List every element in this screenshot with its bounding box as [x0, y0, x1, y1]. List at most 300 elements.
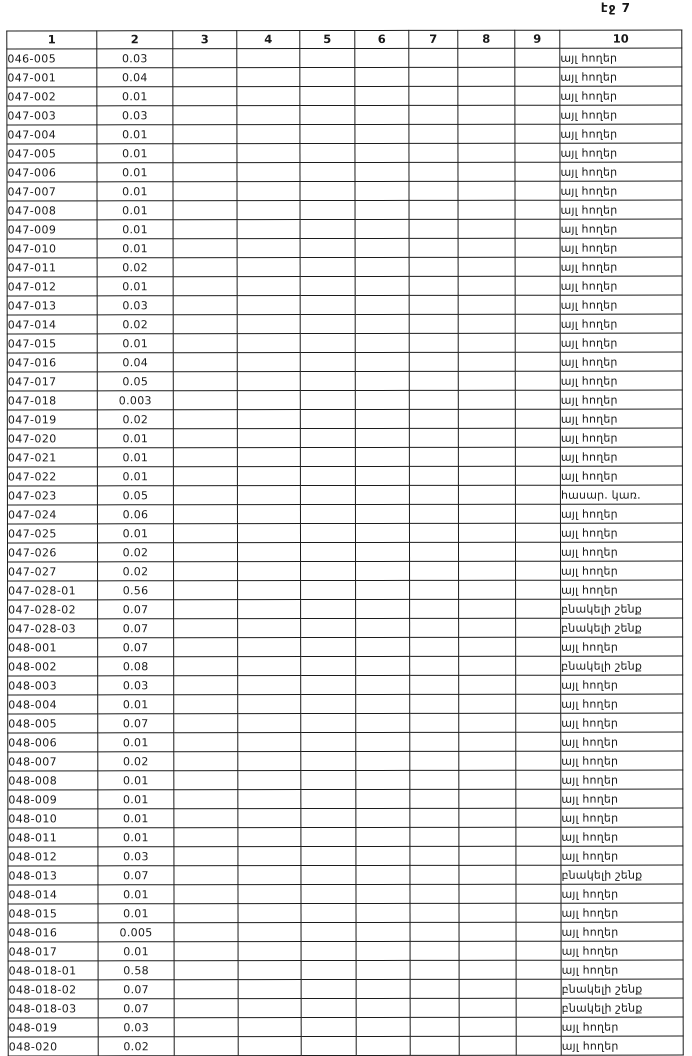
parcel-code-cell: 048-020: [8, 1037, 98, 1056]
area-value-cell: 0.01: [98, 790, 174, 809]
parcel-code-cell: 048-011: [8, 828, 98, 847]
empty-cell: [516, 580, 561, 599]
area-value-cell: 0.03: [98, 1018, 174, 1037]
parcel-code-cell: 047-017: [7, 372, 97, 391]
empty-cell: [409, 67, 458, 86]
empty-cell: [515, 504, 560, 523]
empty-cell: [300, 333, 355, 352]
table-row: [8, 751, 683, 771]
empty-cell: [238, 1037, 301, 1056]
land-use-cell: բնակելի շենք: [561, 979, 683, 998]
empty-cell: [356, 998, 410, 1017]
empty-cell: [458, 295, 515, 314]
empty-cell: [516, 1036, 561, 1055]
empty-cell: [515, 200, 560, 219]
area-value-cell: 0.58: [98, 961, 174, 980]
empty-cell: [173, 410, 237, 429]
land-use-cell: այլ հողեր: [561, 580, 683, 599]
empty-cell: [356, 751, 410, 770]
empty-cell: [355, 314, 409, 333]
area-value-cell: 0.01: [98, 885, 174, 904]
empty-cell: [237, 410, 300, 429]
empty-cell: [409, 295, 458, 314]
empty-cell: [458, 447, 515, 466]
table-row: [7, 523, 682, 543]
area-value-cell: 0.01: [97, 277, 173, 296]
land-use-cell: այլ հողեր: [560, 523, 682, 542]
parcel-code-cell: 047-001: [7, 68, 97, 87]
empty-cell: [237, 201, 300, 220]
empty-cell: [301, 941, 356, 960]
parcel-code-cell: 047-003: [7, 106, 97, 125]
empty-cell: [459, 922, 516, 941]
table-row: [8, 827, 683, 847]
empty-cell: [459, 808, 516, 827]
empty-cell: [300, 124, 355, 143]
empty-cell: [459, 637, 516, 656]
empty-cell: [174, 1018, 238, 1037]
empty-cell: [410, 1017, 459, 1036]
empty-cell: [459, 599, 516, 618]
empty-cell: [409, 542, 458, 561]
area-value-cell: 0.02: [97, 315, 173, 334]
empty-cell: [301, 561, 356, 580]
empty-cell: [410, 599, 459, 618]
land-use-cell: այլ հողեր: [561, 713, 683, 732]
parcel-code-cell: 048-017: [8, 942, 98, 961]
empty-cell: [174, 581, 238, 600]
empty-cell: [301, 694, 356, 713]
empty-cell: [515, 276, 560, 295]
land-use-cell: այլ հողեր: [560, 466, 682, 485]
empty-cell: [515, 485, 560, 504]
empty-cell: [238, 961, 301, 980]
empty-cell: [458, 181, 515, 200]
empty-cell: [356, 827, 410, 846]
parcel-code-cell: 048-008: [8, 771, 98, 790]
area-value-cell: 0.01: [97, 429, 173, 448]
table-row: [8, 808, 683, 828]
parcel-code-cell: 048-005: [8, 714, 98, 733]
area-value-cell: 0.02: [97, 258, 173, 277]
empty-cell: [238, 733, 301, 752]
empty-cell: [458, 238, 515, 257]
empty-cell: [409, 86, 458, 105]
empty-cell: [355, 219, 409, 238]
area-value-cell: 0.01: [98, 809, 174, 828]
empty-cell: [515, 371, 560, 390]
empty-cell: [409, 48, 458, 67]
parcel-code-cell: 047-028-01: [8, 581, 98, 600]
empty-cell: [174, 828, 238, 847]
area-value-cell: 0.08: [98, 657, 174, 676]
empty-cell: [409, 409, 458, 428]
empty-cell: [238, 619, 301, 638]
land-use-cell: այլ հողեր: [560, 238, 682, 257]
empty-cell: [410, 675, 459, 694]
table-row: [8, 846, 683, 866]
empty-cell: [355, 466, 409, 485]
empty-cell: [300, 200, 355, 219]
empty-cell: [516, 770, 561, 789]
column-header: 10: [560, 30, 682, 48]
empty-cell: [356, 580, 410, 599]
area-value-cell: 0.01: [97, 334, 173, 353]
empty-cell: [409, 447, 458, 466]
empty-cell: [459, 656, 516, 675]
empty-cell: [515, 67, 560, 86]
area-value-cell: 0.01: [98, 828, 174, 847]
empty-cell: [237, 391, 300, 410]
empty-cell: [515, 143, 560, 162]
empty-cell: [355, 390, 409, 409]
land-parcel-table: [6, 30, 683, 1056]
parcel-code-cell: 046-005: [7, 49, 97, 68]
land-use-cell: այլ հողեր: [560, 143, 682, 162]
empty-cell: [300, 371, 355, 390]
land-use-cell: այլ հողեր: [561, 637, 683, 656]
empty-cell: [515, 105, 560, 124]
area-value-cell: 0.02: [98, 752, 174, 771]
land-use-cell: բնակելի շենք: [561, 618, 683, 637]
empty-cell: [173, 144, 237, 163]
empty-cell: [410, 618, 459, 637]
empty-cell: [515, 314, 560, 333]
empty-cell: [300, 105, 355, 124]
column-header: 1: [7, 31, 97, 49]
empty-cell: [173, 543, 237, 562]
parcel-code-cell: 047-002: [7, 87, 97, 106]
area-value-cell: 0.04: [97, 353, 173, 372]
empty-cell: [355, 181, 409, 200]
empty-cell: [459, 827, 516, 846]
area-value-cell: 0.01: [98, 942, 174, 961]
area-value-cell: 0.01: [97, 239, 173, 258]
empty-cell: [458, 105, 515, 124]
empty-cell: [237, 315, 300, 334]
empty-cell: [238, 714, 301, 733]
area-value-cell: 0.01: [97, 448, 173, 467]
table-row: [7, 67, 682, 87]
empty-cell: [356, 694, 410, 713]
empty-cell: [355, 162, 409, 181]
empty-cell: [237, 486, 300, 505]
table-row: [8, 694, 683, 714]
table-row: [8, 675, 683, 695]
empty-cell: [458, 86, 515, 105]
empty-cell: [174, 752, 238, 771]
empty-cell: [458, 390, 515, 409]
empty-cell: [173, 448, 237, 467]
empty-cell: [459, 846, 516, 865]
empty-cell: [355, 352, 409, 371]
table-row: [7, 143, 682, 163]
empty-cell: [301, 732, 356, 751]
empty-cell: [515, 162, 560, 181]
empty-cell: [515, 428, 560, 447]
area-value-cell: 0.07: [98, 980, 174, 999]
parcel-code-cell: 048-018-01: [8, 961, 98, 980]
empty-cell: [516, 808, 561, 827]
empty-cell: [459, 561, 516, 580]
empty-cell: [238, 752, 301, 771]
empty-cell: [173, 334, 237, 353]
empty-cell: [515, 409, 560, 428]
land-use-cell: այլ հողեր: [561, 960, 683, 979]
land-use-cell: այլ հողեր: [561, 770, 683, 789]
table-row: [7, 447, 682, 467]
empty-cell: [301, 618, 356, 637]
empty-cell: [301, 960, 356, 979]
empty-cell: [410, 637, 459, 656]
empty-cell: [356, 884, 410, 903]
empty-cell: [458, 371, 515, 390]
empty-cell: [173, 505, 237, 524]
empty-cell: [409, 485, 458, 504]
empty-cell: [173, 315, 237, 334]
empty-cell: [515, 523, 560, 542]
empty-cell: [458, 67, 515, 86]
parcel-code-cell: 048-019: [8, 1018, 98, 1037]
land-use-cell: այլ հողեր: [561, 808, 683, 827]
column-header: 5: [300, 30, 355, 48]
empty-cell: [237, 524, 300, 543]
land-use-cell: այլ հողեր: [561, 561, 683, 580]
land-use-cell: այլ հողեր: [560, 124, 682, 143]
empty-cell: [174, 771, 238, 790]
empty-cell: [410, 903, 459, 922]
empty-cell: [237, 277, 300, 296]
empty-cell: [516, 618, 561, 637]
parcel-code-cell: 047-026: [7, 543, 97, 562]
area-value-cell: 0.01: [97, 125, 173, 144]
empty-cell: [174, 866, 238, 885]
empty-cell: [458, 523, 515, 542]
empty-cell: [300, 504, 355, 523]
empty-cell: [174, 942, 238, 961]
empty-cell: [410, 846, 459, 865]
empty-cell: [301, 789, 356, 808]
empty-cell: [515, 390, 560, 409]
empty-cell: [237, 182, 300, 201]
area-value-cell: 0.03: [98, 676, 174, 695]
empty-cell: [301, 865, 356, 884]
area-value-cell: 0.03: [97, 49, 173, 68]
empty-cell: [515, 447, 560, 466]
empty-cell: [516, 960, 561, 979]
table-row: [7, 219, 682, 239]
empty-cell: [300, 48, 355, 67]
area-value-cell: 0.05: [97, 372, 173, 391]
table-row: [8, 770, 683, 790]
table-row: [8, 618, 683, 638]
empty-cell: [238, 695, 301, 714]
empty-cell: [174, 847, 238, 866]
empty-cell: [459, 998, 516, 1017]
land-use-cell: այլ հողեր: [561, 903, 683, 922]
empty-cell: [355, 67, 409, 86]
empty-cell: [355, 428, 409, 447]
empty-cell: [355, 143, 409, 162]
empty-cell: [458, 333, 515, 352]
empty-cell: [458, 124, 515, 143]
empty-cell: [516, 675, 561, 694]
empty-cell: [238, 923, 301, 942]
empty-cell: [515, 333, 560, 352]
empty-cell: [237, 68, 300, 87]
empty-cell: [301, 580, 356, 599]
area-value-cell: 0.01: [97, 182, 173, 201]
empty-cell: [409, 390, 458, 409]
empty-cell: [516, 599, 561, 618]
parcel-code-cell: 047-013: [7, 296, 97, 315]
empty-cell: [173, 182, 237, 201]
empty-cell: [300, 295, 355, 314]
empty-cell: [173, 258, 237, 277]
empty-cell: [300, 181, 355, 200]
empty-cell: [410, 808, 459, 827]
empty-cell: [355, 257, 409, 276]
parcel-code-cell: 048-001: [8, 638, 98, 657]
empty-cell: [238, 771, 301, 790]
empty-cell: [356, 675, 410, 694]
area-value-cell: 0.07: [98, 866, 174, 885]
table-row: [7, 466, 682, 486]
empty-cell: [301, 675, 356, 694]
empty-cell: [516, 998, 561, 1017]
empty-cell: [301, 979, 356, 998]
area-value-cell: 0.01: [97, 467, 173, 486]
empty-cell: [301, 884, 356, 903]
table-row: [8, 979, 683, 999]
land-use-cell: այլ հողեր: [560, 200, 682, 219]
table-row: [7, 371, 682, 391]
empty-cell: [515, 86, 560, 105]
table-row: [7, 428, 682, 448]
empty-cell: [515, 219, 560, 238]
empty-cell: [356, 941, 410, 960]
parcel-code-cell: 047-025: [7, 524, 97, 543]
table-row: [8, 903, 683, 923]
parcel-code-cell: 048-002: [8, 657, 98, 676]
area-value-cell: 0.01: [98, 904, 174, 923]
area-value-cell: 0.07: [98, 600, 174, 619]
area-value-cell: 0.02: [97, 410, 173, 429]
empty-cell: [301, 827, 356, 846]
empty-cell: [459, 979, 516, 998]
parcel-code-cell: 047-014: [7, 315, 97, 334]
empty-cell: [301, 751, 356, 770]
empty-cell: [459, 789, 516, 808]
parcel-code-cell: 047-027: [8, 562, 98, 581]
area-value-cell: 0.56: [98, 581, 174, 600]
parcel-code-cell: 048-014: [8, 885, 98, 904]
land-use-cell: այլ հողեր: [560, 48, 682, 67]
area-value-cell: 0.003: [97, 391, 173, 410]
empty-cell: [516, 751, 561, 770]
empty-cell: [237, 372, 300, 391]
empty-cell: [410, 770, 459, 789]
land-use-cell: բնակելի շենք: [561, 998, 683, 1017]
empty-cell: [300, 86, 355, 105]
column-header: 2: [97, 31, 173, 49]
empty-cell: [237, 505, 300, 524]
land-use-cell: այլ հողեր: [561, 694, 683, 713]
empty-cell: [410, 580, 459, 599]
land-use-cell: այլ հողեր: [560, 219, 682, 238]
empty-cell: [516, 827, 561, 846]
empty-cell: [459, 732, 516, 751]
area-value-cell: 0.03: [97, 106, 173, 125]
empty-cell: [410, 998, 459, 1017]
empty-cell: [355, 409, 409, 428]
empty-cell: [355, 48, 409, 67]
empty-cell: [174, 923, 238, 942]
empty-cell: [515, 181, 560, 200]
empty-cell: [409, 238, 458, 257]
table-row: [8, 789, 683, 809]
empty-cell: [409, 257, 458, 276]
land-use-cell: այլ հողեր: [560, 371, 682, 390]
empty-cell: [237, 448, 300, 467]
table-row: [8, 732, 683, 752]
empty-cell: [516, 846, 561, 865]
empty-cell: [301, 1017, 356, 1036]
table-row: [8, 656, 683, 676]
empty-cell: [516, 865, 561, 884]
empty-cell: [458, 162, 515, 181]
empty-cell: [238, 1018, 301, 1037]
empty-cell: [355, 276, 409, 295]
land-use-cell: այլ հողեր: [560, 428, 682, 447]
empty-cell: [237, 220, 300, 239]
empty-cell: [237, 429, 300, 448]
empty-cell: [237, 144, 300, 163]
empty-cell: [459, 884, 516, 903]
empty-cell: [458, 314, 515, 333]
empty-cell: [355, 447, 409, 466]
empty-cell: [516, 694, 561, 713]
empty-cell: [458, 542, 515, 561]
parcel-code-cell: 048-009: [8, 790, 98, 809]
land-use-cell: այլ հողեր: [560, 447, 682, 466]
land-use-cell: այլ հողեր: [560, 352, 682, 371]
empty-cell: [356, 1036, 410, 1055]
parcel-code-cell: 047-004: [7, 125, 97, 144]
empty-cell: [173, 429, 237, 448]
parcel-code-cell: 048-018-03: [8, 999, 98, 1018]
land-use-cell: այլ հողեր: [560, 390, 682, 409]
empty-cell: [174, 790, 238, 809]
empty-cell: [173, 467, 237, 486]
empty-cell: [458, 352, 515, 371]
empty-cell: [174, 676, 238, 695]
empty-cell: [301, 998, 356, 1017]
empty-cell: [409, 504, 458, 523]
empty-cell: [300, 409, 355, 428]
empty-cell: [459, 618, 516, 637]
empty-cell: [300, 143, 355, 162]
empty-cell: [355, 523, 409, 542]
empty-cell: [174, 714, 238, 733]
empty-cell: [459, 770, 516, 789]
empty-cell: [300, 485, 355, 504]
empty-cell: [173, 201, 237, 220]
empty-cell: [356, 770, 410, 789]
empty-cell: [458, 409, 515, 428]
empty-cell: [459, 675, 516, 694]
empty-cell: [174, 809, 238, 828]
